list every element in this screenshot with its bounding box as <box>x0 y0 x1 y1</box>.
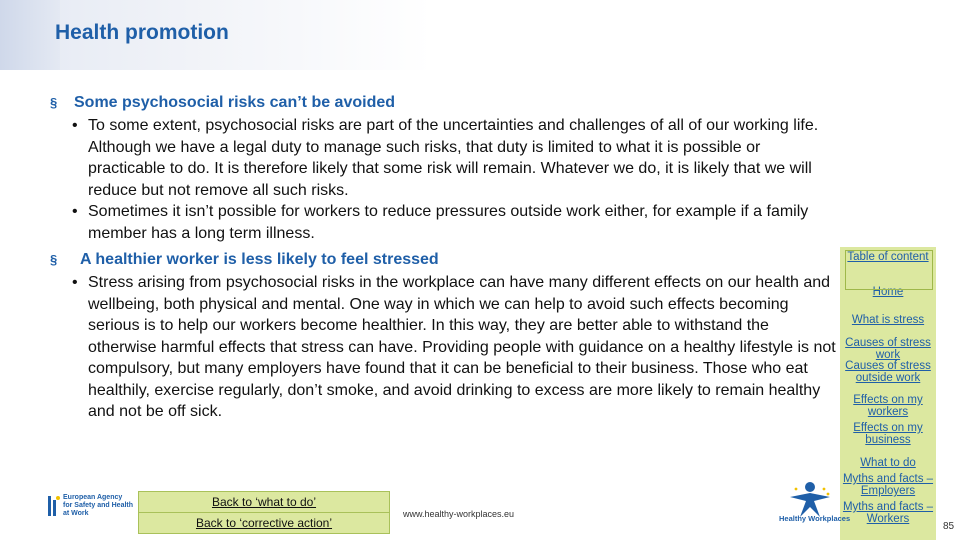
sidebar-item-effects-workers[interactable]: Effects on my workers <box>853 394 923 418</box>
sub-bullet-2-1 <box>72 272 836 423</box>
sidebar-item-myths-workers[interactable]: Myths and facts – Workers <box>842 501 934 525</box>
page-title: Health promotion <box>55 21 229 44</box>
sub-marker: • <box>72 203 78 220</box>
bullet-heading-1 <box>50 94 396 112</box>
sub-bullet-1-2 <box>72 201 836 244</box>
bullet-heading-text: Some psychosocial risks can’t be avoided <box>74 94 396 111</box>
sidebar-item-myths-employers[interactable]: Myths and facts – Employers <box>842 473 934 497</box>
bullet-heading-text: A healthier worker is less likely to feel stressed <box>80 251 439 268</box>
healthy-workplaces-logo-text: Healthy Workplaces <box>779 514 851 523</box>
eu-osha-logo-text: European Agency for Safety and Health at Work <box>63 494 134 517</box>
sub-bullet-text: Stress arising from psychosocial risks in the workplace can have many different effects on our health and wellbeing, both physical and mental. One way in which we can help to avoid such effects becoming serious is to help our workers become healthier. In this way, they are better able to withstand the otherwise harmful effects that stress can have. Providing people with guidance on a healthy lifestyle is not compulsory, but many employers have found that it can be beneficial to their business. Those who eat healthily, exercise regularly, don’t smoke, and avoid drinking to excess are more likely to remain healthy and not be off sick. <box>88 274 836 420</box>
bullet-marker: § <box>50 95 58 110</box>
sidebar-item-causes-work[interactable]: Causes of stress work <box>845 337 931 361</box>
sidebar-item-home[interactable]: Home <box>872 286 904 298</box>
bullet-marker: § <box>50 252 58 267</box>
sidebar-item-what-to-do[interactable]: What to do <box>860 457 916 469</box>
sidebar-item-causes-outside-work[interactable]: Causes of stress outside work <box>845 360 931 384</box>
sidebar-nav <box>840 247 936 540</box>
back-to-what-to-do-button[interactable]: Back to ‘what to do’ <box>138 491 390 513</box>
back-to-corrective-action-button[interactable]: Back to ‘corrective action’ <box>138 512 390 534</box>
sidebar-item-what-is-stress[interactable]: What is stress <box>851 314 925 326</box>
footer-url: www.healthy-workplaces.eu <box>403 509 515 519</box>
sub-bullet-text: Sometimes it isn’t possible for workers to reduce pressures outside work either, for example if a family member has a long term illness. <box>88 203 809 242</box>
sub-marker: • <box>72 117 78 134</box>
sub-bullet-text: To some extent, psychosocial risks are part of the uncertainties and challenges of all of our working life. Although we have a legal duty to manage such risks, that duty is limited to what it is possible or practicable to do. It is therefore likely that some risk will remain. Whatever we do, it is likely that we will reduce but not remove all such risks. <box>88 117 819 199</box>
page-number: 85 <box>943 521 955 532</box>
sidebar-item-table-of-content[interactable]: Table of content <box>847 251 929 263</box>
sidebar-current-highlight <box>845 250 933 290</box>
bullet-heading-2 <box>50 251 439 269</box>
sidebar-item-effects-business[interactable]: Effects on my business <box>853 422 923 446</box>
sub-marker: • <box>72 274 78 291</box>
sub-bullet-1-1 <box>72 115 836 201</box>
